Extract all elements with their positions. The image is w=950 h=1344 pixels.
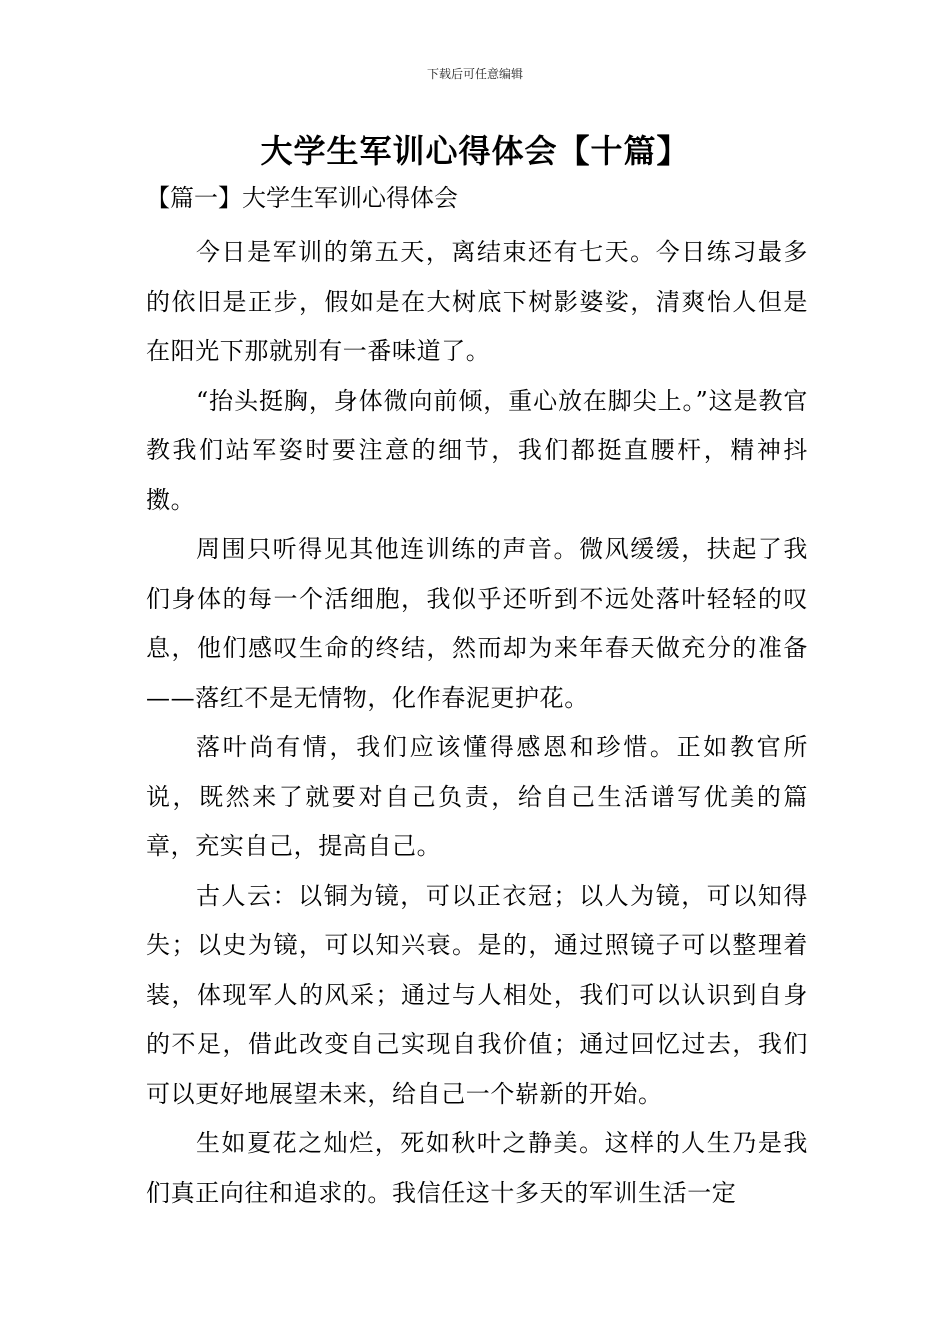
body-text [146, 228, 808, 1218]
paragraph-3: 周围只听得见其他连训练的声音。微风缓缓，扶起了我们身体的每一个活细胞，我似乎还听到不远处落叶轻轻的叹息，他们感叹生命的终结，然而却为来年春天做充分的准备——落红不是无情物，化作春泥更护花。 [146, 535, 808, 712]
paragraph-2: “抬头挺胸，身体微向前倾，重心放在脚尖上。”这是教官教我们站军姿时要注意的细节，我们都挺直腰杆，精神抖擞。 [146, 386, 808, 514]
paragraph-5: 古人云：以铜为镜，可以正衣冠；以人为镜，可以知得失；以史为镜，可以知兴衰。是的，通过照镜子可以整理着装，体现军人的风采；通过与人相处，我们可以认识到自身的不足，借此改变自己实现自我价值；通过回忆过去，我们可以更好地展望未来，给自己一个崭新的开始。 [146, 881, 808, 1108]
section-heading: 【篇一】大学生军训心得体会 [146, 184, 458, 212]
paragraph-1: 今日是军训的第五天，离结束还有七天。今日练习最多的依旧是正步，假如是在大树底下树影婆娑，清爽怡人但是在阳光下那就别有一番味道了。 [146, 238, 808, 365]
document-title: 大学生军训心得体会【十篇】 [260, 132, 690, 170]
header-note: 下载后可任意编辑 [426, 67, 523, 81]
paragraph-6: 生如夏花之灿烂，死如秋叶之静美。这样的人生乃是我们真正向往和追求的。我信任这十多天的军训生活一定 [146, 1129, 808, 1207]
paragraph-4: 落叶尚有情，我们应该懂得感恩和珍惜。正如教官所说，既然来了就要对自己负责，给自己生活谱写优美的篇章，充实自己，提高自己。 [146, 733, 808, 860]
